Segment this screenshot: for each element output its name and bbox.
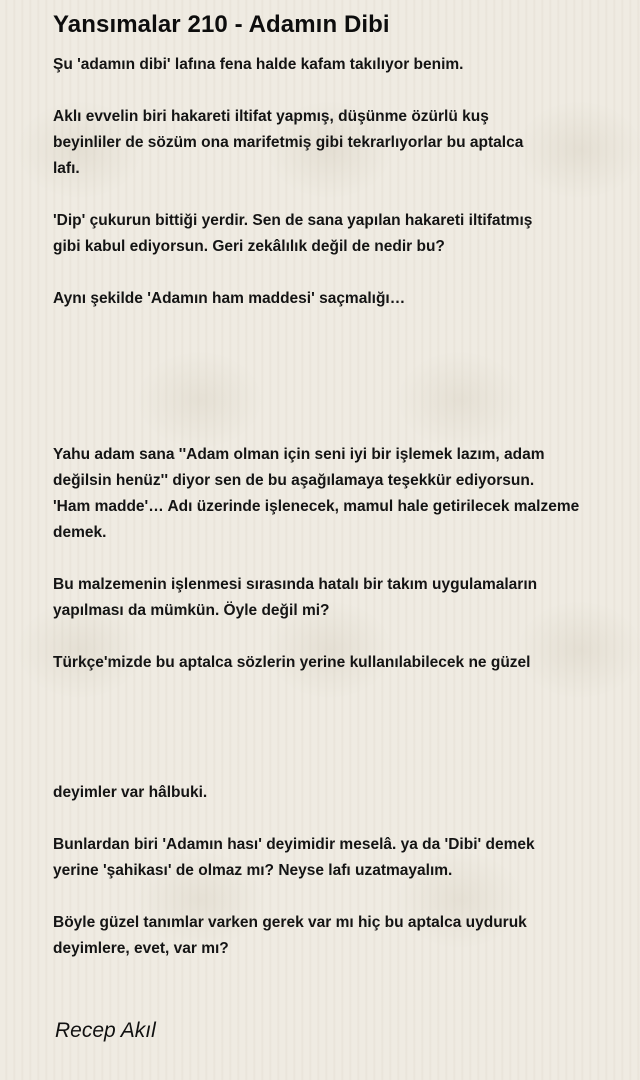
poem-blank-line (53, 702, 613, 728)
poem-line: yerine 'şahikası' de olmaz mı? Neyse lafı uzatmayalım. (53, 862, 453, 879)
poem-line: Türkçe'mizde bu aptalca sözlerin yerine kullanılabilecek ne güzel (53, 654, 531, 671)
poem-author: Recep Akıl (55, 1019, 156, 1042)
poem-body (53, 52, 613, 962)
poem-blank-line (53, 754, 613, 780)
poem-line: değilsin henüz'' diyor sen de bu aşağılamaya teşekkür ediyorsun. (53, 472, 535, 489)
poem-blank-line (53, 338, 613, 364)
poem-line: yapılması da mümkün. Öyle değil mi? (53, 602, 330, 619)
poem-line: Aynı şekilde 'Adamın ham maddesi' saçmalığı… (53, 290, 406, 307)
poem-line: Böyle güzel tanımlar varken gerek var mı hiç bu aptalca uyduruk (53, 914, 527, 931)
poem-line: Bunlardan biri 'Adamın hası' deyimidir meselâ. ya da 'Dibi' demek (53, 836, 535, 853)
poem-blank-line (53, 260, 613, 286)
poem-line: Şu 'adamın dibi' lafına fena halde kafam takılıyor benim. (53, 56, 464, 73)
poem-line: deyimler var hâlbuki. (53, 784, 208, 801)
poem-blank-line (53, 182, 613, 208)
poem-blank-line (53, 364, 613, 390)
poem-line: 'Ham madde'… Adı üzerinde işlenecek, mamul hale getirilecek malzeme (53, 498, 580, 515)
poem-blank-line (53, 312, 613, 338)
poem-line: deyimlere, evet, var mı? (53, 940, 229, 957)
poem-line: beyinliler de sözüm ona marifetmiş gibi tekrarlıyorlar bu aptalca (53, 134, 524, 151)
poem-blank-line (53, 676, 613, 702)
poem-line: 'Dip' çukurun bittiği yerdir. Sen de sana yapılan hakareti iltifatmış (53, 212, 533, 229)
poem-blank-line (53, 728, 613, 754)
poem-blank-line (53, 546, 613, 572)
poem-line: lafı. (53, 160, 80, 177)
poem-line: demek. (53, 524, 107, 541)
poem-blank-line (53, 806, 613, 832)
poem-blank-line (53, 624, 613, 650)
poem-line: Aklı evvelin biri hakareti iltifat yapmış, düşünme özürlü kuş (53, 108, 489, 125)
poem-blank-line (53, 884, 613, 910)
poem-blank-line (53, 390, 613, 416)
poem-line: Yahu adam sana ''Adam olman için seni iyi bir işlemek lazım, adam (53, 446, 545, 463)
poem-line: Bu malzemenin işlenmesi sırasında hatalı bir takım uygulamaların (53, 576, 538, 593)
poem-title: Yansımalar 210 - Adamın Dibi (53, 11, 390, 38)
poem-line: gibi kabul ediyorsun. Geri zekâlılık değil de nedir bu? (53, 238, 445, 255)
poem-blank-line (53, 78, 613, 104)
poem-blank-line (53, 416, 613, 442)
